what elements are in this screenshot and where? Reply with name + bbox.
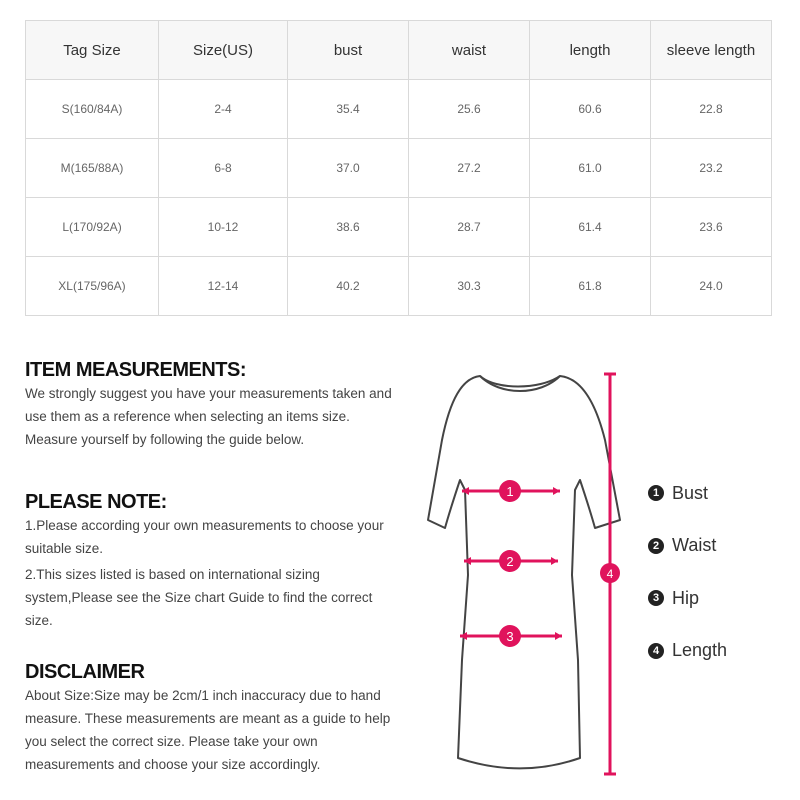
table-cell: 28.7 — [409, 198, 530, 257]
legend-label-length: Length — [672, 640, 728, 660]
size-chart-table — [25, 20, 772, 316]
table-cell: 61.8 — [530, 257, 651, 316]
table-cell: 23.2 — [651, 139, 772, 198]
header-bust: bust — [288, 21, 409, 80]
legend-label-bust: Bust — [672, 482, 709, 503]
measurement-legend — [648, 480, 788, 690]
marker-3-label: 3 — [506, 629, 514, 644]
marker-4-label: 4 — [606, 567, 614, 581]
legend-number-4: 4 — [648, 643, 664, 659]
table-cell: 38.6 — [288, 198, 409, 257]
legend-item-hip — [648, 585, 788, 611]
table-cell: 40.2 — [288, 257, 409, 316]
marker-1-label: 1 — [506, 484, 514, 499]
table-cell: 27.2 — [409, 139, 530, 198]
table-cell: 30.3 — [409, 257, 530, 316]
table-row — [26, 80, 772, 139]
table-cell: M(165/88A) — [26, 139, 159, 198]
legend-number-1: 1 — [648, 485, 664, 501]
legend-label-waist: Waist — [672, 535, 717, 555]
legend-label-hip: Hip — [672, 587, 700, 608]
legend-item-bust — [648, 480, 788, 506]
please-note-title: PLEASE NOTE: — [25, 491, 167, 513]
please-note-section — [25, 490, 395, 632]
table-header-row — [26, 21, 772, 80]
table-cell: 12-14 — [159, 257, 288, 316]
table-cell: 37.0 — [288, 139, 409, 198]
table-cell: L(170/92A) — [26, 198, 159, 257]
legend-item-length — [648, 638, 788, 664]
legend-number-2: 2 — [648, 538, 664, 554]
header-size-us: Size(US) — [159, 21, 288, 80]
table-cell: 2-4 — [159, 80, 288, 139]
table-row — [26, 198, 772, 257]
please-note-point-1: 1.Please according your own measurements to choose your suitable size. — [25, 518, 384, 556]
dress-measurement-diagram — [420, 360, 630, 780]
dress-outline — [428, 376, 620, 769]
table-cell: 61.4 — [530, 198, 651, 257]
disclaimer-title: DISCLAIMER — [25, 661, 145, 683]
header-tag-size: Tag Size — [26, 21, 159, 80]
table-cell: S(160/84A) — [26, 80, 159, 139]
marker-2-label: 2 — [506, 554, 514, 569]
table-cell: 25.6 — [409, 80, 530, 139]
item-measurements-title: ITEM MEASUREMENTS: — [25, 359, 246, 381]
header-waist: waist — [409, 21, 530, 80]
please-note-point-2: 2.This sizes listed is based on international sizing system,Please see the Size chart Guide to find the correct size. — [25, 567, 373, 628]
table-cell: 22.8 — [651, 80, 772, 139]
header-length: length — [530, 21, 651, 80]
header-sleeve-length: sleeve length — [651, 21, 772, 80]
table-cell: 6-8 — [159, 139, 288, 198]
table-cell: 60.6 — [530, 80, 651, 139]
disclaimer-section — [25, 660, 395, 776]
item-measurements-section — [25, 358, 395, 451]
table-cell: 61.0 — [530, 139, 651, 198]
table-row — [26, 257, 772, 316]
table-cell: XL(175/96A) — [26, 257, 159, 316]
legend-number-3: 3 — [648, 590, 664, 606]
table-cell: 24.0 — [651, 257, 772, 316]
legend-item-waist — [648, 533, 788, 559]
disclaimer-text: About Size:Size may be 2cm/1 inch inaccuracy due to hand measure. These measurements are meant as a guide to help you select the correct size. Please take your own measurements and choose your size accordingly. — [25, 688, 391, 772]
table-cell: 10-12 — [159, 198, 288, 257]
table-cell: 23.6 — [651, 198, 772, 257]
table-row — [26, 139, 772, 198]
table-cell: 35.4 — [288, 80, 409, 139]
item-measurements-text: We strongly suggest you have your measurements taken and use them as a reference when selecting an items size. Measure yourself by following the guide below. — [25, 386, 392, 447]
